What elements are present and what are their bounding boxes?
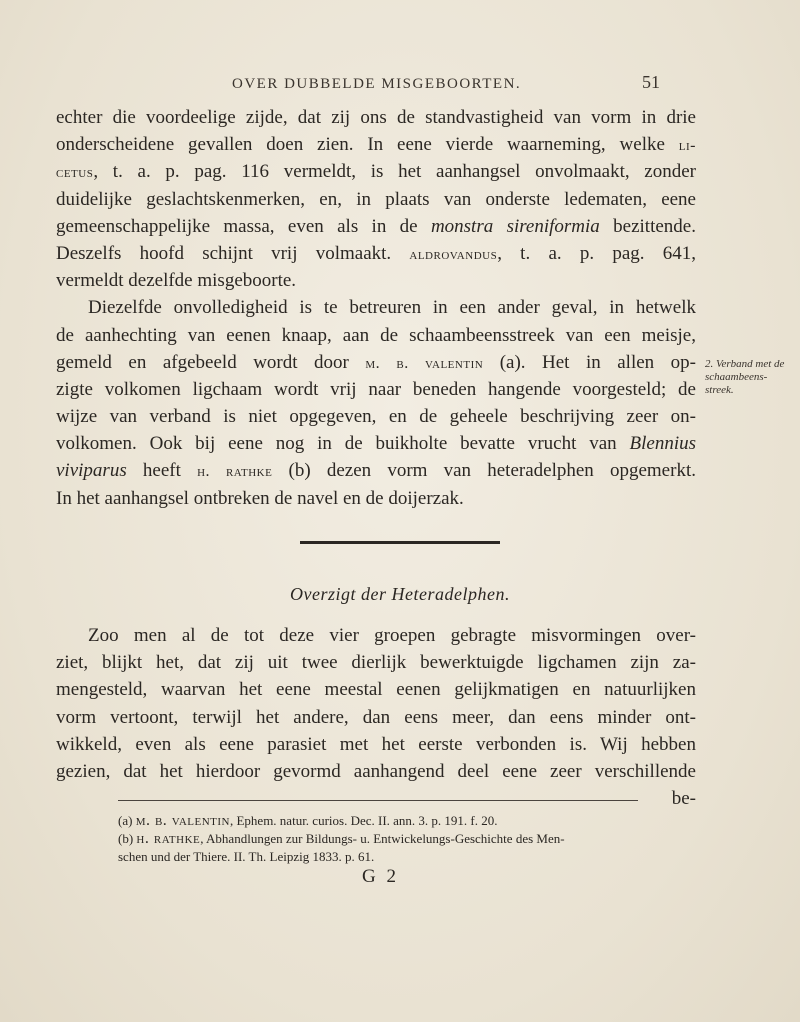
text-line: cetus, t. a. p. pag. 116 vermeldt, is het aanhangsel onvolmaakt, zonder xyxy=(56,161,696,183)
page-header xyxy=(0,72,800,102)
text-line: wikkeld, even als eene parasiet met het eerste verbonden is. Wij hebben xyxy=(56,733,696,755)
footnote-a: (a) m. b. valentin, Ephem. natur. curios. Dec. II. ann. 3. p. 191. f. 20. xyxy=(118,812,498,829)
page-number: 51 xyxy=(642,72,660,92)
text-line: ziet, blijkt het, dat zij uit twee dierlijk bewerktuigde ligchamen zijn za- xyxy=(56,652,696,674)
text-line: gemeenschappelijke massa, even als in de monstra sireniformia bezittende. xyxy=(56,215,696,237)
running-head: OVER DUBBELDE MISGEBOORTEN. xyxy=(232,76,522,92)
text-line: viviparus heeft h. rathke (b) dezen vorm van heteradelphen opgemerkt. xyxy=(56,460,696,482)
signature-mark: G 2 xyxy=(362,866,399,887)
text-line: vorm vertoont, terwijl het andere, dan eens meer, dan eens minder ont- xyxy=(56,706,696,728)
text-line: gezien, dat het hierdoor gevormd aanhangend deel eene zeer verschillende xyxy=(56,760,696,782)
main-text xyxy=(56,104,696,512)
text-line: Deszelfs hoofd schijnt vrij volmaakt. aldrovandus, t. a. p. pag. 641, xyxy=(56,242,696,264)
section-title: Overzigt der Heteradelphen. xyxy=(290,584,510,604)
text-line: volkomen. Ook bij eene nog in de buikholte bevatte vrucht van Blennius xyxy=(56,433,696,455)
text-line: duidelijke geslachtskenmerken, en, in plaats van onderste ledematen, eene xyxy=(56,188,696,210)
text-line: Zoo men al de tot deze vier groepen gebragte misvormingen over- xyxy=(88,625,696,646)
text-line: de aanhechting van eenen knaap, aan de schaambeensstreek van een meisje, xyxy=(56,324,696,346)
footnote-rule xyxy=(118,800,638,801)
text-line: echter die voordeelige zijde, dat zij ons de standvastigheid van vorm in drie xyxy=(56,107,696,128)
section-divider xyxy=(300,541,500,544)
text-line: In het aanhangsel ontbreken de navel en de doijerzak. xyxy=(56,487,464,509)
text-line: gemeld en afgebeeld wordt door m. b. valentin (a). Het in allen op- xyxy=(56,351,697,373)
footnote-b-continued: schen und der Thiere. II. Th. Leipzig 1833. p. 61. xyxy=(118,849,375,864)
text-line: zigte volkomen ligchaam wordt vrij naar beneden hangende voorgesteld; de xyxy=(56,378,696,400)
main-text-continued xyxy=(56,622,696,812)
text-line: wijze van verband is niet opgegeven, en de geheele beschrijving zeer on- xyxy=(56,406,696,428)
catchword: be- xyxy=(671,788,696,810)
text-line: onderscheidene gevallen doen zien. In eene vierde waarneming, welke li- xyxy=(56,134,696,156)
text-line: vermeldt dezelfde misgeboorte. xyxy=(56,270,297,292)
text-line: mengesteld, waarvan het eene meestal eenen gelijkmatigen en natuurlijken xyxy=(56,679,696,701)
footnote-b: (b) h. rathke, Abhandlungen zur Bildungs- u. Entwickelungs-Geschichte des Men- xyxy=(118,830,565,847)
margin-note: 2. Verband met de schaambeens-streek. xyxy=(705,358,785,396)
footnotes xyxy=(118,812,698,866)
text-line: Diezelfde onvolledigheid is te betreuren in een ander geval, in hetwelk xyxy=(88,297,696,319)
